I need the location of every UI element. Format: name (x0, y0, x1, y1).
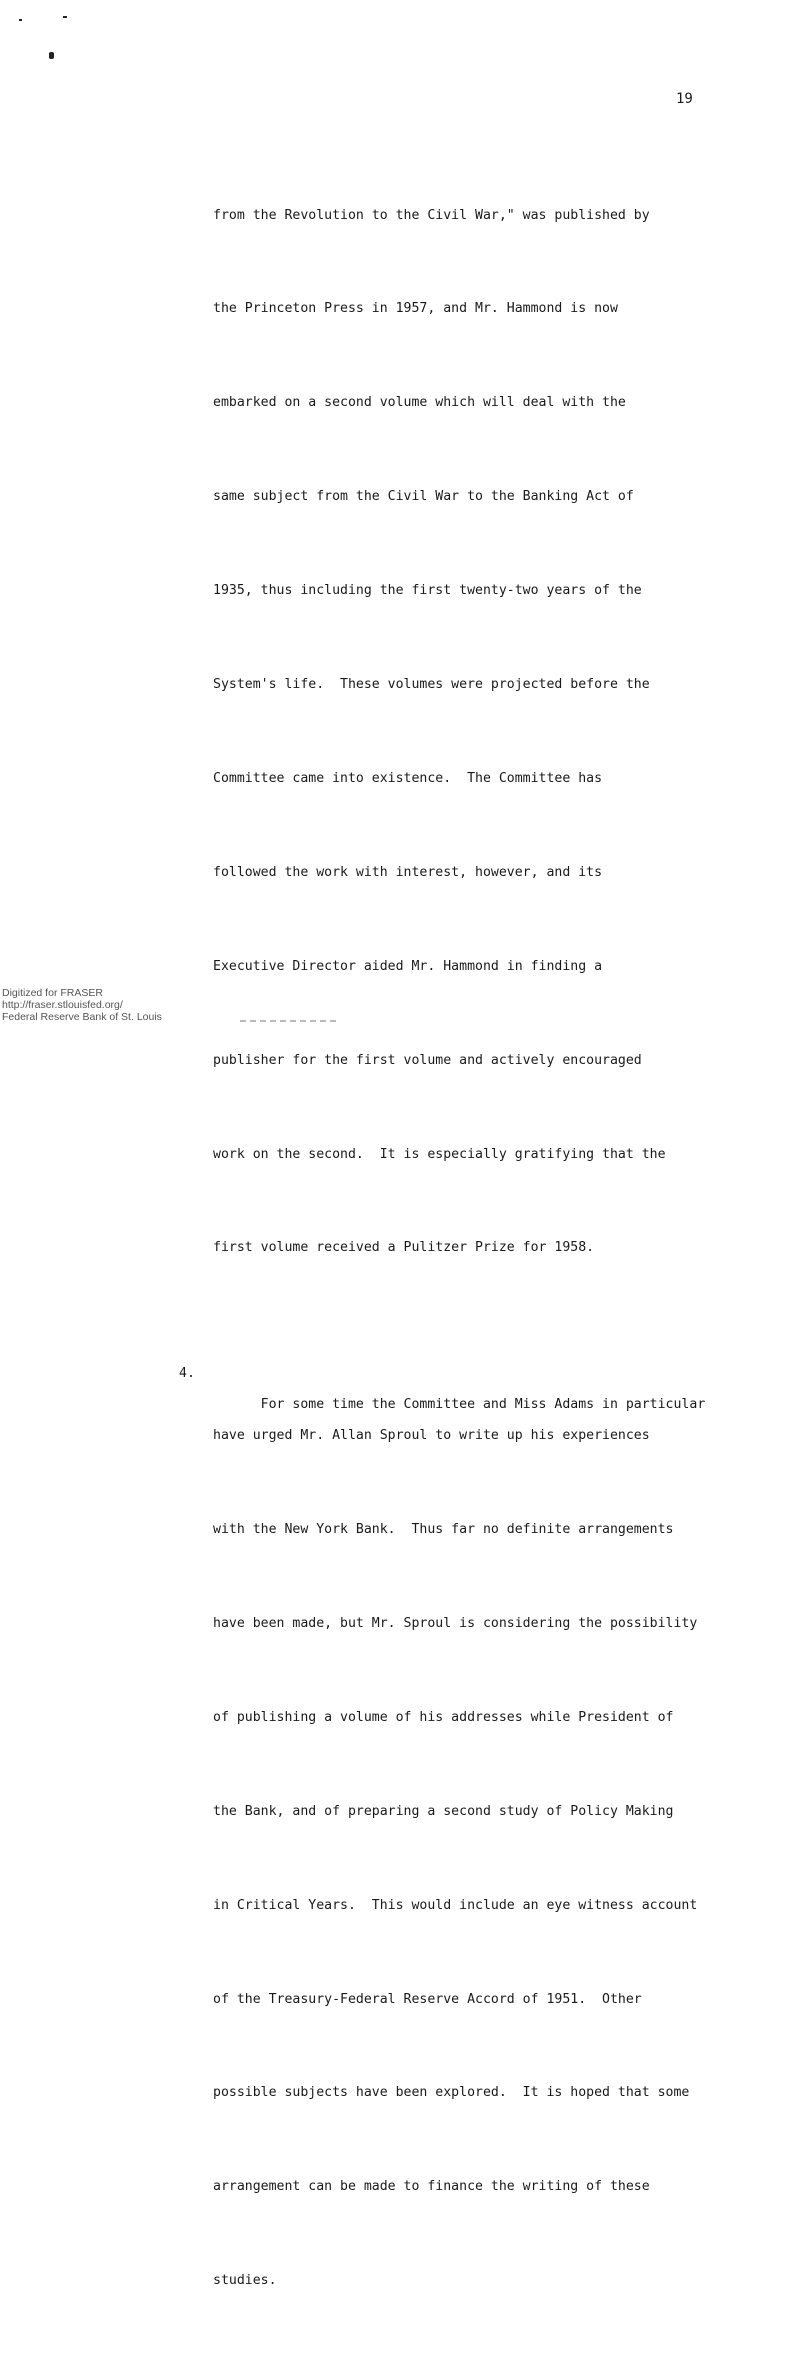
text-line: work on the second. It is especially gratifying that the (213, 1146, 666, 1162)
page-number: 19 (676, 91, 693, 107)
text-line: of the Treasury-Federal Reserve Accord of 1951. Other (213, 1991, 642, 2007)
footer-line: Federal Reserve Bank of St. Louis (2, 1011, 162, 1023)
text-line: have been made, but Mr. Sproul is considering the possibility (213, 1615, 698, 1631)
text-line: first volume received a Pulitzer Prize for 1958. (213, 1240, 595, 1256)
digitization-footer (2, 987, 162, 1023)
text-line: 1935, thus including the first twenty-two years of the (213, 583, 642, 599)
scan-mark (19, 19, 22, 21)
text-line: Committee came into existence. The Committee has (213, 770, 603, 786)
text-line: studies. (213, 2273, 277, 2289)
document-body (179, 137, 713, 2359)
text-line: the Bank, and of preparing a second study of Policy Making (213, 1803, 674, 1819)
text-line: possible subjects have been explored. It is hoped that some (213, 2085, 690, 2101)
text-line: from the Revolution to the Civil War," was published by (213, 207, 650, 223)
text-line: arrangement can be made to finance the writing of these (213, 2179, 650, 2195)
text-line: System's life. These volumes were projected before the (213, 677, 650, 693)
footer-line: Digitized for FRASER (2, 987, 103, 999)
text-line: have urged Mr. Allan Sproul to write up his experiences (213, 1428, 650, 1444)
text-line: For some time the Committee and Miss Adams in particular (260, 1396, 706, 1412)
scan-mark (63, 16, 67, 18)
text-line: the Princeton Press in 1957, and Mr. Hammond is now (213, 301, 618, 317)
text-line: same subject from the Civil War to the Banking Act of (213, 489, 634, 505)
text-line: followed the work with interest, however, and its (213, 864, 603, 880)
scan-mark (49, 52, 54, 59)
text-line: publisher for the first volume and actively encouraged (213, 1052, 642, 1068)
list-item (179, 1326, 713, 1412)
text-line: Executive Director aided Mr. Hammond in finding a (213, 958, 603, 974)
text-line: embarked on a second volume which will deal with the (213, 395, 626, 411)
footer-link[interactable]: http://fraser.stlouisfed.org/ (2, 999, 123, 1011)
item-number: 4. (179, 1365, 195, 1381)
scan-artifact (240, 1020, 340, 1022)
text-line: in Critical Years. This would include an eye witness account (213, 1897, 698, 1913)
text-line: of publishing a volume of his addresses while President of (213, 1709, 674, 1725)
text-line: with the New York Bank. Thus far no definite arrangements (213, 1522, 674, 1538)
